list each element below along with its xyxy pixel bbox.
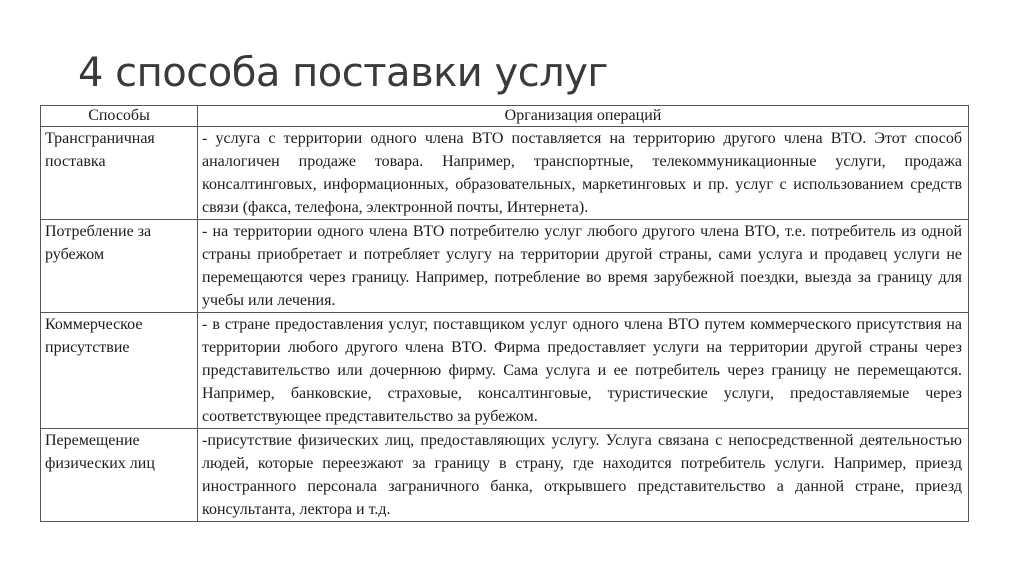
column-header-operations: Организация операций: [198, 106, 969, 127]
description-cell: - на территории одного члена ВТО потребителю услуг любого другого члена ВТО, т.е. потребитель из одной страны приобретает и потребляет услугу на территории другой страны, сами услуга и продавец услуги не перемещаются через границу. Например, потребление во время зарубежной поездки, выезда за границу для учебы или лечения.: [198, 220, 969, 313]
method-cell: Трансграничная поставка: [41, 127, 198, 220]
description-cell: - в стране предоставления услуг, поставщиком услуг одного члена ВТО путем коммерческого присутствия на территории любого другого члена ВТО. Фирма предоставляет услуги на территории другой страны через представительство или дочернюю фирму. Сама услуга и ее потребитель через границу не перемещаются. Например, банковские, страховые, консалтинговые, туристические услуги, предоставляемые через соответствующее представительство за рубежом.: [198, 313, 969, 429]
service-supply-table: [40, 105, 969, 522]
slide-title: 4 способа поставки услуг: [78, 50, 608, 96]
table-row: [41, 429, 969, 522]
method-cell: Потребление за рубежом: [41, 220, 198, 313]
table-header-row: [41, 106, 969, 127]
description-cell: -присутствие физических лиц, предоставляющих услугу. Услуга связана с непосредственной деятельностью людей, которые переезжают за границу в страну, где находится потребитель услуги. Например, приезд иностранного персонала заграничного банка, открывшего представительство а данной стране, приезд консультанта, лектора и т.д.: [198, 429, 969, 522]
method-cell: Перемещение физических лиц: [41, 429, 198, 522]
table-row: [41, 220, 969, 313]
description-cell: - услуга с территории одного члена ВТО поставляется на территорию другого члена ВТО. Этот способ аналогичен продаже товара. Например, транспортные, телекоммуникационные услуги, продажа консалтинговых, информационных, образовательных, маркетинговых и пр. услуг с использованием средств связи (факса, телефона, электронной почты, Интернета).: [198, 127, 969, 220]
method-cell: Коммерческое присутствие: [41, 313, 198, 429]
table-row: [41, 313, 969, 429]
table-row: [41, 127, 969, 220]
column-header-methods: Способы: [41, 106, 198, 127]
